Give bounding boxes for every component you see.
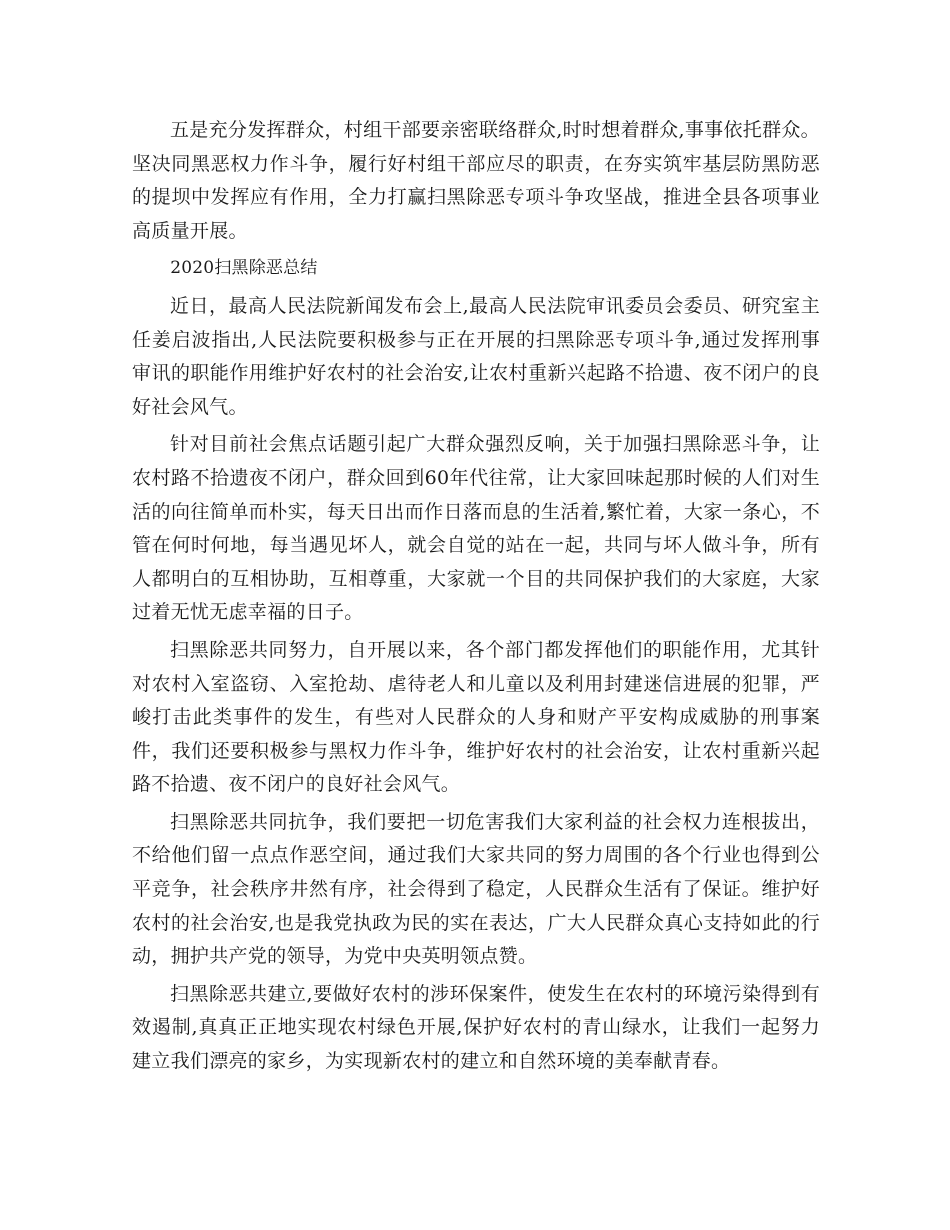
section-heading: 2020扫黑除恶总结 [170,258,318,279]
paragraph-joint-build: 扫黑除恶共建立,要做好农村的涉环保案件，使发生在农村的环境污染得到有效遏制,真真正正地实现农村绿色开展,保护好农村的青山绿水，让我们一起努力建立我们漂亮的家乡，为实现新农村的建立和自然环境的美奉献青春。 [132,982,820,1073]
paragraph-intro: 五是充分发挥群众，村组干部要亲密联络群众,时时想着群众,事事依托群众。坚决同黑恶权力作斗争，履行好村组干部应尽的职责，在夯实筑牢基层防黑防恶的提坝中发挥应有作用，全力打赢扫黑除恶专项斗争攻坚战，推进全县各项事业高质量开展。 [132,119,820,242]
paragraph-joint-effort: 扫黑除恶共同努力，自开展以来，各个部门都发挥他们的职能作用，尤其针对农村入室盗窃、入室抢劫、虐待老人和儿童以及利用封建迷信进展的犯罪，严峻打击此类事件的发生，有些对人民群众的人身和财产平安构成威胁的刑事案件，我们还要积极参与黑权力作斗争，维护好农村的社会治安，让农村重新兴起路不拾遗、夜不闭户的良好社会风气。 [132,638,820,796]
paragraph-joint-struggle: 扫黑除恶共同抗争，我们要把一切危害我们大家利益的社会权力连根拔出，不给他们留一点点作恶空间，通过我们大家共同的努力周围的各个行业也得到公平竞争，社会秩序井然有序，社会得到了稳定，人民群众生活有了保证。维护好农村的社会治安,也是我党执政为民的实在表达，广大人民群众真心支持如此的行动，拥护共产党的领导，为党中央英明领点赞。 [132,810,820,968]
paragraph-social-focus: 针对目前社会焦点话题引起广大群众强烈反响，关于加强扫黑除恶斗争，让农村路不拾遗夜不闭户，群众回到60年代往常，让大家回味起那时候的人们对生活的向往简单而朴实，每天日出而作日落而息的生活着,繁忙着，大家一条心，不管在何时何地，每当遇见坏人，就会自觉的站在一起，共同与坏人做斗争，所有人都明白的互相协助，互相尊重，大家就一个目的共同保护我们的大家庭，大家过着无忧无虑幸福的日子。 [132,433,820,624]
paragraph-court-news: 近日，最高人民法院新闻发布会上,最高人民法院审讯委员会委员、研究室主任姜启波指出,人民法院要积极参与正在开展的扫黑除恶专项斗争,通过发挥刑事审讯的职能作用维护好农村的社会治安,让农村重新兴起路不拾遗、夜不闭户的良好社会风气。 [132,294,820,418]
